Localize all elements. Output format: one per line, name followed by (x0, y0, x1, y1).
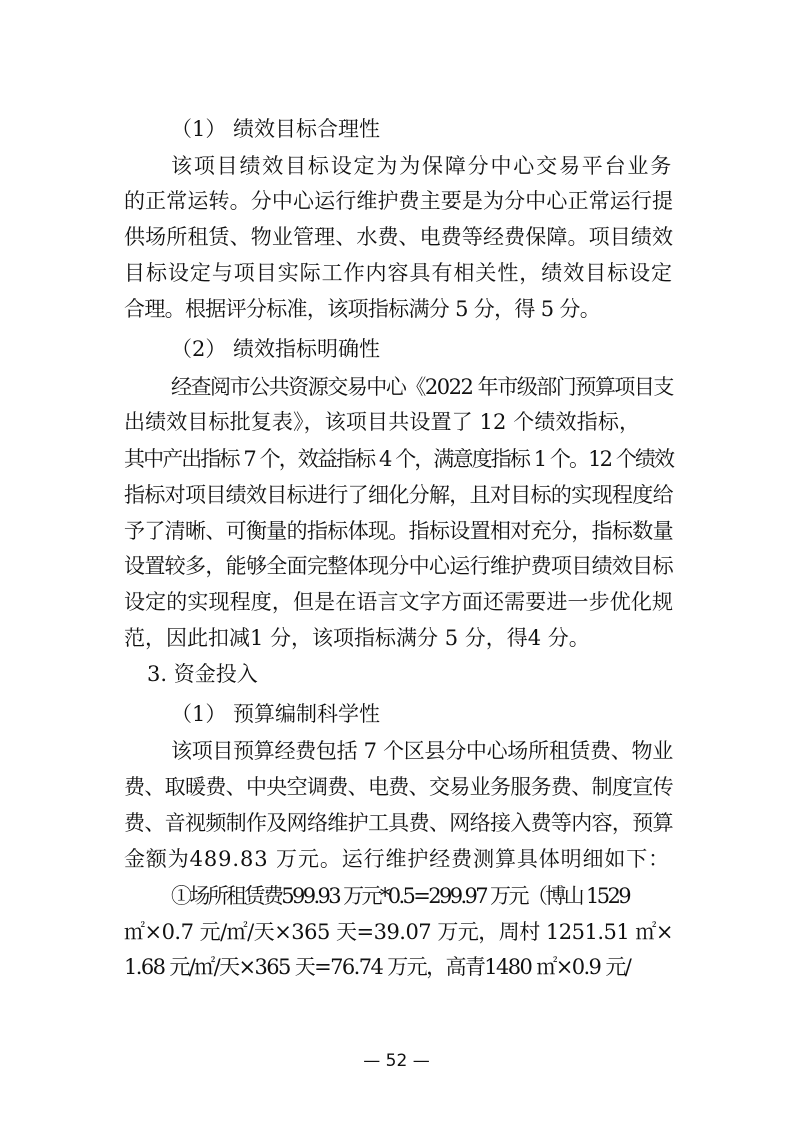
page-number: — 52 — (363, 1051, 430, 1071)
body-text-line: 指标对项目绩效目标进行了细化分解，且对目标的实现程度给 (124, 483, 673, 507)
body-text-line: 设定的实现程度，但是在语言文字方面还需要进一步优化规 (124, 590, 674, 614)
body-text-line: 费、取暖费、中央空调费、电费、交易业务服务费、制度宣传 (124, 775, 673, 799)
body-text-line: 供场所租赁、物业管理、水费、电费等经费保障。项目绩效 (124, 225, 674, 249)
section-heading-indicator-clarity: （2） 绩效指标明确性 (171, 337, 381, 361)
body-text-line: ㎡×0.7 元/㎡/天×365 天=39.07 万元，周村 1251.51 ㎡× (124, 920, 673, 944)
body-text-line: 1.68 元/㎡/天×365 天=76.74 万元，高青1480 ㎡×0.9 元/ (124, 955, 631, 979)
body-text-line: 经查阅市公共资源交易中心《2022 年市级部门预算项目支 (171, 375, 673, 399)
body-text-line: 范，因此扣减1 分，该项指标满分 5 分，得4 分。 (124, 626, 590, 650)
body-text-line: 其中产出指标 7 个，效益指标 4 个，满意度指标 1 个。12 个绩效 (124, 447, 674, 471)
body-text-line: 的正常运转。分中心运行维护费主要是为分中心正常运行提 (124, 189, 674, 213)
body-text-line: 该项目绩效目标设定为为保障分中心交易平台业务 (171, 154, 674, 178)
section-heading-goal-rationality: （1） 绩效目标合理性 (171, 117, 381, 141)
body-text-line: 予了清晰、可衡量的指标体现。指标设置相对充分，指标数量 (124, 519, 673, 543)
body-text-line: 设置较多，能够全面完整体现分中心运行维护费项目绩效目标 (124, 554, 673, 578)
section-heading-budget-scientificity: （1） 预算编制科学性 (171, 702, 381, 726)
body-text-line: 目标设定与项目实际工作内容具有相关性，绩效目标设定 (124, 261, 673, 285)
body-text-line: ①场所租赁费599.93 万元*0.5=299.97 万元（博山 1529 (171, 884, 629, 908)
body-text-line: 合理。根据评分标准，该项指标满分 5 分，得 5 分。 (124, 297, 601, 321)
body-text-line: 出绩效目标批复表》，该项目共设置了 12 个绩效指标， (124, 410, 641, 434)
body-text-line: 费、音视频制作及网络维护工具费、网络接入费等内容，预算 (124, 811, 673, 835)
body-text-line: 该项目预算经费包括 7 个区县分中心场所租赁费、物业 (171, 739, 673, 763)
section-heading-funding-input: 3. 资金投入 (147, 662, 258, 686)
body-text-line: 金额为489.83 万元。运行维护经费测算具体明细如下： (124, 847, 671, 871)
